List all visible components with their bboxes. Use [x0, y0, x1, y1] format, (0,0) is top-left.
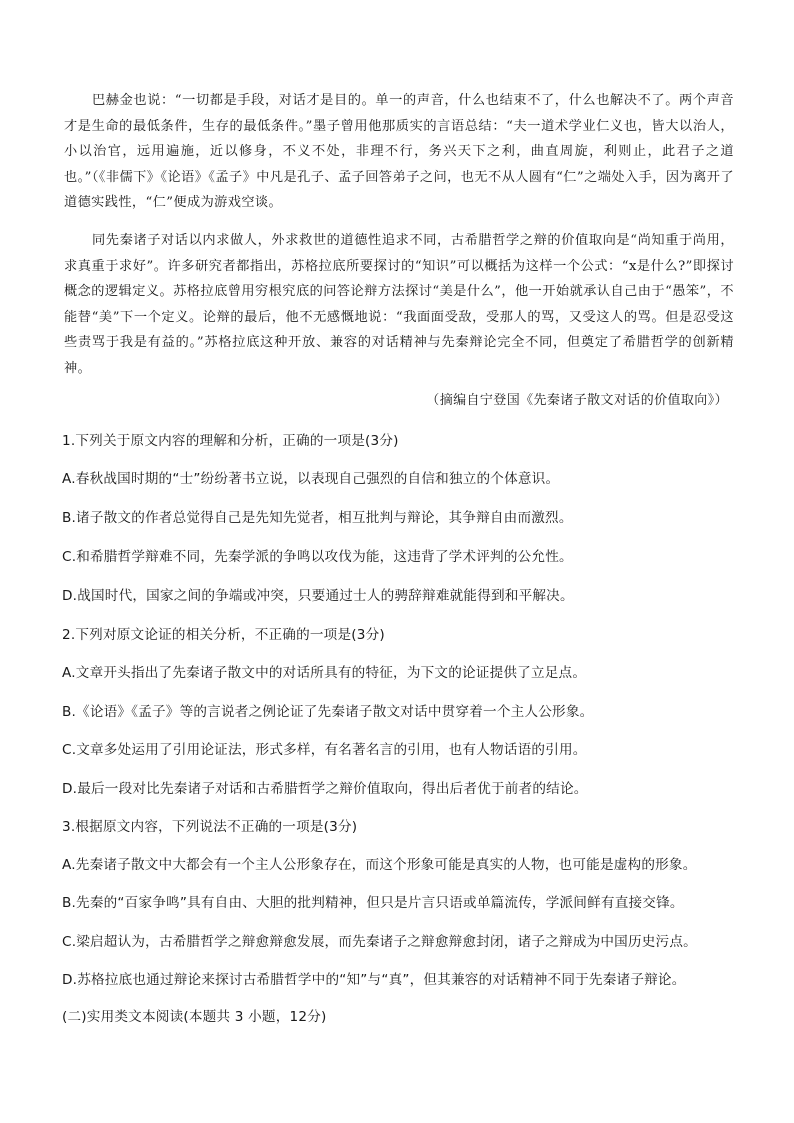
question-2-option-a: A.文章开头指出了先秦诸子散文中的对话所具有的特征，为下文的论证提供了立足点。	[62, 665, 587, 681]
question-1-option-a: A.春秋战国时期的“士”纷纷著书立说，以表现自己强烈的自信和独立的个体意识。	[62, 471, 560, 487]
question-1-option-c: C.和希腊哲学辩难不同，先秦学派的争鸣以攻伐为能，这违背了学术评判的公允性。	[62, 549, 573, 565]
question-3-option-b: B.先秦的“百家争鸣”具有自由、大胆的批判精神，但只是片言只语或单篇流传，学派间鲜有直接交锋。	[62, 895, 684, 911]
question-2-option-b: B.《论语》《孟子》等的言说者之例论证了先秦诸子散文对话中贯穿着一个主人公形象。	[62, 704, 594, 720]
passage-paragraph-1: 巴赫金也说：“一切都是手段，对话才是目的。单一的声音，什么也结束不了，什么也解决不了。两个声音才是生命的最低条件，生存的最低条件。”墨子曾用他那质实的言语总结：“夫一道术学业仁义也，皆大以治人，小以治官，远用遍施，近以修身，不义不处，非理不行，务兴天下之利，曲直周旋，利则止，此君子之道也。”（《非儒下》《论语》《孟子》中凡是孔子、孟子回答弟子之问，也无不从人圆有“仁”之端处入手，因为离开了道德实践性，“仁”便成为游戏空谈。	[64, 93, 734, 210]
question-2-stem: 2.下列对原文论证的相关分析，不正确的一项是(3分)	[62, 627, 385, 643]
question-1-option-d: D.战国时代，国家之间的争端或冲突，只要通过士人的骋辞辩难就能得到和平解决。	[62, 588, 574, 604]
question-3-stem: 3.根据原文内容，下列说法不正确的一项是(3分)	[62, 819, 358, 835]
question-3-option-d: D.苏格拉底也通过辩论来探讨古希腊哲学中的“知”与“真”，但其兼容的对话精神不同于先秦诸子辩论。	[62, 972, 686, 988]
question-3-option-a: A.先秦诸子散文中大都会有一个主人公形象存在，而这个形象可能是真实的人物，也可能是虚构的形象。	[62, 857, 697, 873]
passage-source: （摘编自宁登国《先秦诸子散文对话的价值取向》）	[426, 393, 728, 408]
question-1-stem: 1.下列关于原文内容的理解和分析，正确的一项是(3分)	[62, 433, 399, 449]
section-heading: (二)实用类文本阅读(本题共 3 小题，12分)	[62, 1009, 327, 1025]
question-2-option-d: D.最后一段对比先秦诸子对话和古希腊哲学之辩价值取向，得出后者优于前者的结论。	[62, 781, 588, 797]
question-3-option-c: C.梁启超认为，古希腊哲学之辩愈辩愈发展，而先秦诸子之辩愈辩愈封闭，诸子之辩成为中国历史污点。	[62, 934, 697, 950]
question-2-option-c: C.文章多处运用了引用论证法，形式多样，有名著名言的引用，也有人物话语的引用。	[62, 742, 587, 758]
question-1-option-b: B.诸子散文的作者总觉得自己是先知先觉者，相互批判与辩论，其争辩自由而激烈。	[62, 510, 573, 526]
passage-paragraph-2: 同先秦诸子对话以内求做人，外求救世的道德性追求不同，古希腊哲学之辩的价值取向是“尚知重于尚用，求真重于求好”。许多研究者都指出，苏格拉底所要探讨的“知识”可以概括为这样一个公式：“x是什么?”即探讨概念的逻辑定义。苏格拉底曾用穷根究底的问答论辩方法探讨“美是什么”，他一开始就承认自己由于“愚笨”，不能替“美”下一个定义。论辩的最后，他不无感慨地说：“我面面受敌，受那人的骂，又受这人的骂。但是忍受这些责骂于我是有益的。”苏格拉底这种开放、兼容的对话精神与先秦辩论完全不同，但奠定了希腊哲学的创新精神。	[64, 233, 734, 376]
